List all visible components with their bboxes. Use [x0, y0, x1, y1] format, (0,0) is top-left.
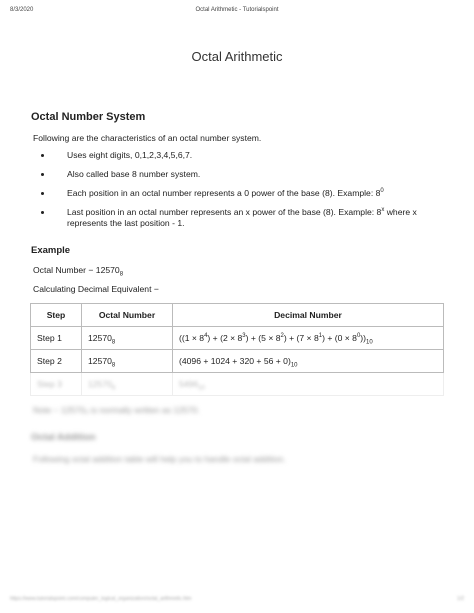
step-cell: Step 3: [31, 373, 82, 396]
list-item: Each position in an octal number represents a 0 power of the base (8). Example: $8^0$: [36, 188, 456, 199]
conversion-table: [30, 303, 444, 396]
intro-paragraph: Following are the characteristics of an octal number system.: [33, 133, 262, 143]
octal-cell: $12570_8$: [82, 350, 173, 373]
table-row: [31, 350, 444, 373]
table-row: [31, 373, 444, 396]
decimal-cell: $(4096 + 1024 + 320 + 56 + 0)_{10}$: [173, 350, 444, 373]
section-heading-octal-number-system: Octal Number System: [31, 111, 146, 123]
column-header-octal: Octal Number: [82, 304, 173, 327]
bullet-icon: [41, 173, 44, 176]
bullet-icon: [41, 211, 44, 214]
footer-page-number: 1/2: [457, 596, 464, 602]
print-footer: [10, 596, 464, 602]
print-page-title: Octal Arithmetic - Tutorialspoint: [195, 7, 279, 13]
bullet-icon: [41, 192, 44, 195]
octal-number-label: Octal Number − $12570_8$: [33, 265, 124, 278]
section-heading-octal-addition: Octal Addition: [31, 432, 96, 443]
step-cell: Step 1: [31, 327, 82, 350]
column-header-step: Step: [31, 304, 82, 327]
decimal-cell: $5496_{10}$: [173, 373, 444, 396]
octal-cell: $12570_8$: [82, 327, 173, 350]
step-cell: Step 2: [31, 350, 82, 373]
footer-url: https://www.tutorialspoint.com/computer_logical_organization/octal_arithmetic.htm: [10, 596, 192, 602]
list-item: Also called base 8 number system.: [36, 169, 456, 180]
table-header-row: [31, 304, 444, 327]
column-header-decimal: Decimal Number: [173, 304, 444, 327]
example-heading: Example: [31, 245, 71, 256]
decimal-cell: $((1 \times 8^4) + (2 \times 8^3) + (5 \times 8^2) + (7 \times 8^1) + (0 \times 8^0))_{10}$: [173, 327, 444, 350]
list-item: Last position in an octal number represents an x power of the base (8). Example: 8$^x$ where x represents the last position - 1.: [36, 207, 456, 230]
note-text: Note − 12570₈ is normally written as 12570.: [33, 405, 200, 415]
list-item: Uses eight digits, 0,1,2,3,4,5,6,7.: [36, 150, 456, 161]
characteristics-list: [36, 150, 456, 237]
calc-label: Calculating Decimal Equivalent −: [33, 284, 159, 294]
octal-cell: $12570_8$: [82, 373, 173, 396]
bullet-icon: [41, 154, 44, 157]
page-title: Octal Arithmetic: [191, 49, 283, 64]
print-date: 8/3/2020: [10, 7, 34, 13]
octal-addition-intro: Following octal addition table will help you to handle octal addition.: [33, 454, 286, 464]
table-row: [31, 327, 444, 350]
